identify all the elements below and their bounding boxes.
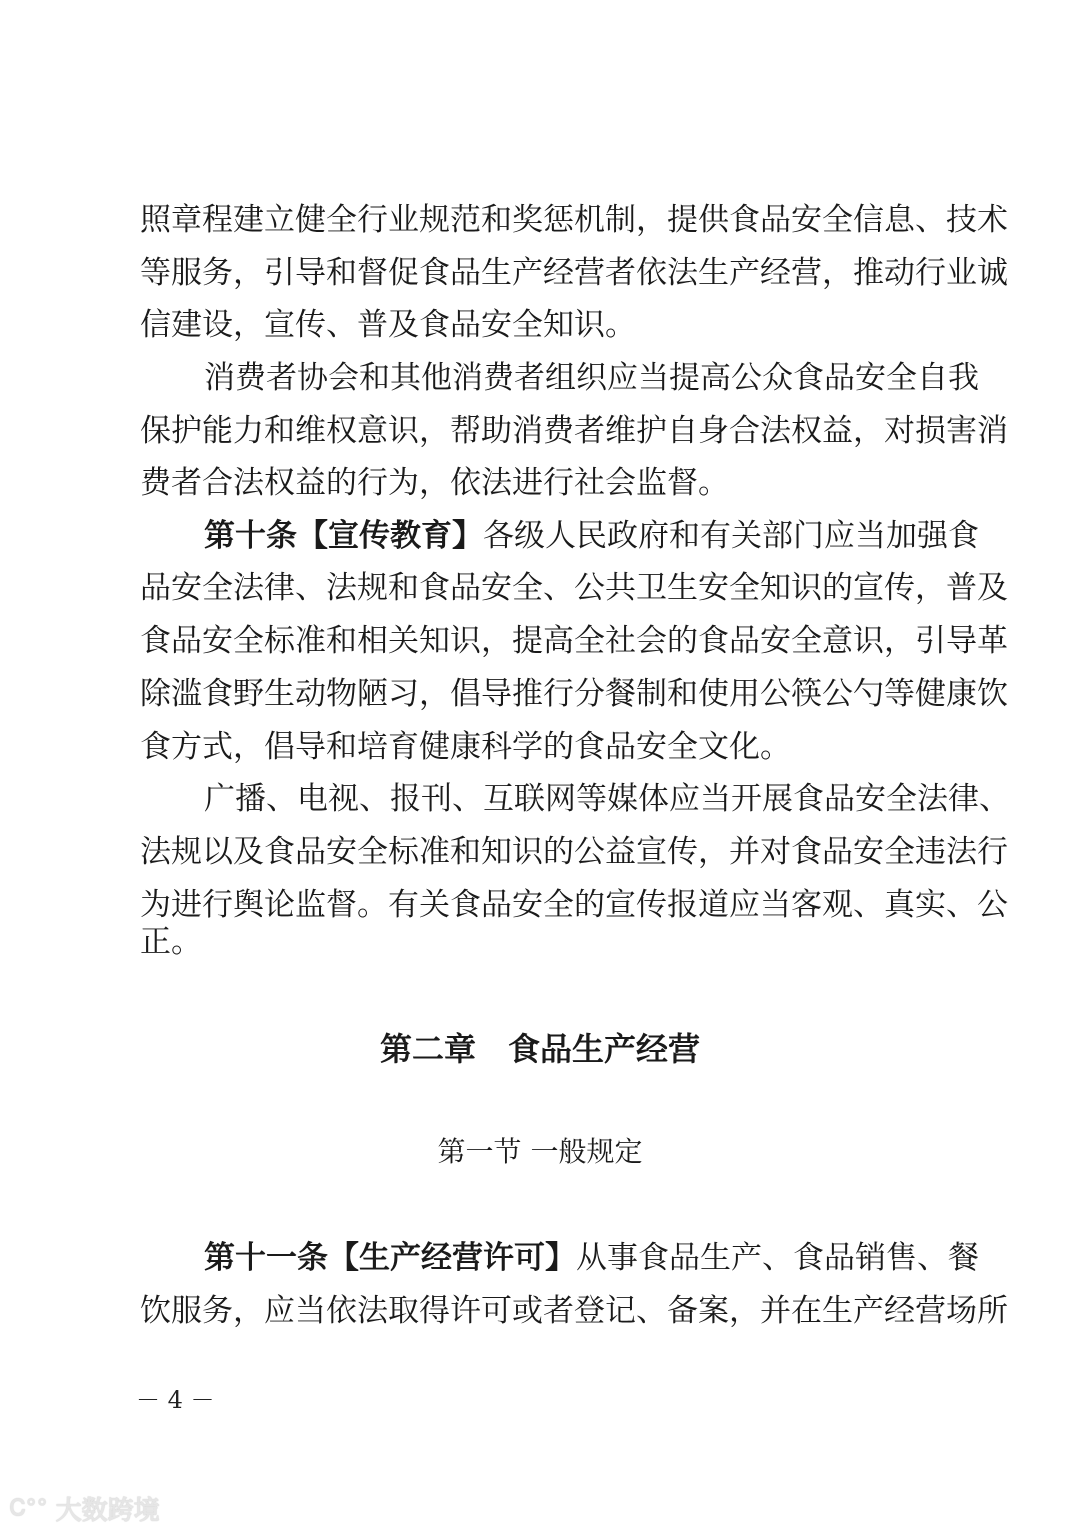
article-heading: 第十一条【生产经营许可】 — [204, 1240, 576, 1276]
watermark-text: 大数跨境 — [55, 1496, 160, 1526]
watermark — [10, 1490, 160, 1527]
text-line: 信建设，宣传、普及食品安全知识。 — [140, 307, 636, 343]
article-heading: 第十条【宣传教育】 — [204, 518, 483, 554]
text-line: 食品安全标准和相关知识，提高全社会的食品安全意识，引导革 — [140, 623, 1008, 659]
text-line: 广播、电视、报刊、互联网等媒体应当开展食品安全法律、 — [204, 781, 1010, 817]
article-11-first-line — [204, 1238, 979, 1278]
text-line: 法规以及食品安全标准和知识的公益宣传，并对食品安全违法行 — [140, 834, 1008, 870]
text-line: 保护能力和维权意识，帮助消费者维护自身合法权益，对损害消 — [140, 413, 1008, 449]
text-line: 从事食品生产、食品销售、餐 — [576, 1240, 979, 1276]
article-10-first-line — [204, 516, 979, 556]
text-line: 品安全法律、法规和食品安全、公共卫生安全知识的宣传，普及 — [140, 570, 1008, 606]
text-line: 饮服务，应当依法取得许可或者登记、备案，并在生产经营场所 — [140, 1293, 1008, 1329]
text-line: 为进行舆论监督。有关食品安全的宣传报道应当客观、真实、公 — [140, 887, 1008, 923]
text-line: 各级人民政府和有关部门应当加强食 — [483, 518, 979, 554]
chapter-title: 第二章 食品生产经营 — [379, 1030, 700, 1068]
text-line: 除滥食野生动物陋习，倡导推行分餐制和使用公筷公勺等健康饮 — [140, 676, 1008, 712]
text-line: 食方式，倡导和培育健康科学的食品安全文化。 — [140, 729, 791, 765]
text-line: 照章程建立健全行业规范和奖惩机制，提供食品安全信息、技术 — [140, 202, 1008, 238]
text-line: 费者合法权益的行为，依法进行社会监督。 — [140, 465, 729, 501]
text-line: 正。 — [140, 924, 202, 960]
text-line: 消费者协会和其他消费者组织应当提高公众食品安全自我 — [204, 360, 979, 396]
section-title: 第一节 一般规定 — [437, 1135, 643, 1168]
page-number: － 4 － — [136, 1386, 215, 1414]
watermark-logo-icon: Ꮯ°° — [10, 1496, 48, 1521]
text-line: 等服务，引导和督促食品生产经营者依法生产经营，推动行业诚 — [140, 255, 1008, 291]
